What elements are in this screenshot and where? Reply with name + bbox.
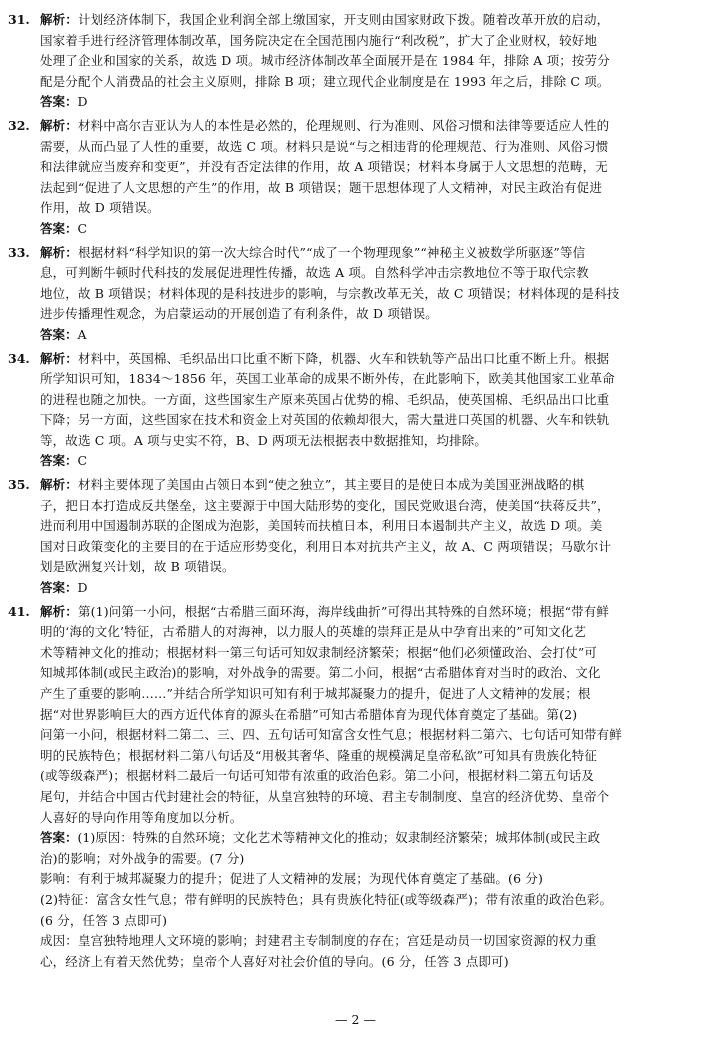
- analysis-line: 等，故选 C 项。A 项与史实不符，B、D 两项无法根据表中数据推知，均排除。: [40, 432, 488, 448]
- question-34: [8, 349, 689, 473]
- answer-label: 答案：: [40, 580, 78, 596]
- analysis-label: 解析：: [40, 12, 78, 27]
- question-number: 31.: [8, 12, 30, 27]
- analysis-line: 国对日政策变化的主要目的在于适应形势变化，利用日本对抗共产主义，故 A、C 两项错误；马歇尔计: [40, 538, 612, 554]
- answer-label: 答案：: [40, 830, 78, 846]
- analysis-line: 术等精神文化的推动；根据材料一第三句话可知奴隶制经济繁荣；根据“他们必须懂政治、会打仗”可: [40, 644, 598, 660]
- analysis-label: 解析：: [40, 477, 78, 493]
- analysis-line: 问第一小问，根据材料二第二、三、四、五句话可知富含女性气息；根据材料二第六、七句话可知带有鲜: [40, 727, 622, 743]
- analysis-line: 解析：材料中高尔吉亚认为人的本性是必然的，伦理规则、行为准则、风俗习惯和法律等要适应人性的: [40, 117, 610, 133]
- analysis-line: 产生了重要的影响……”并结合所学知识可知有利于城邦凝聚力的提升，促进了人文精神的发展；根: [40, 686, 591, 701]
- question-31: [8, 10, 689, 113]
- analysis-line: 子，把日本打造成反共堡垒，这主要源于中国大陆形势的变化，国民党败退台湾，使美国“扶蒋反共”，: [40, 497, 610, 513]
- answer-label: 答案：: [40, 326, 78, 342]
- answer-label: 答案：: [40, 94, 78, 110]
- question-33: [8, 243, 689, 346]
- analysis-line: 明的‘海的文化’特征，古希腊人的对海神，以力服人的英雄的崇拜正是从中孕育出来的”可知文化艺: [40, 624, 587, 640]
- answer-line: [40, 219, 689, 240]
- analysis-line: 明的民族特色；根据材料二第八句话及“用极其奢华、隆重的规模满足皇帝私欲”可知具有贵族化特征: [40, 747, 598, 763]
- question-32: [8, 116, 689, 240]
- answer-value: C: [77, 453, 88, 469]
- analysis-line: 下降；另一方面，这些国家在技术和资金上对英国的依赖却很大，需大量进口英国的机器、火车和铁轨: [40, 412, 610, 428]
- answer-line: (6 分，任答 3 点即可): [40, 912, 168, 928]
- analysis-line: 进而利用中国遏制苏联的企图成为泡影，美国转而扶植日本，利用日本遏制共产主义，故选 D 项。美: [40, 518, 603, 534]
- analysis-line: 知城邦体制(或民主政治)的影响，对外战争的需要。第二小问，根据“古希腊体育对当时的政治、文化: [40, 665, 601, 681]
- answer-line: 影响：有利于城邦凝聚力的提升；促进了人文精神的发展；为现代体育奠定了基础。(6 分): [40, 871, 543, 887]
- question-number: 35.: [8, 477, 30, 493]
- analysis-line: (或等级森严)；根据材料二最后一句话可知带有浓重的政治色彩。第二小问，根据材料二第五句话及: [40, 768, 595, 784]
- analysis-line: 地位，故 B 项错误；材料体现的是科技进步的影响，与宗教改革无关，故 C 项错误；材料体现的是科技: [40, 285, 620, 301]
- answer-line: [40, 578, 689, 599]
- analysis-line: 和法律就应当废弃和变更”，并没有否定法律的作用，故 A 项错误；材料本身属于人文思想的范畴，无: [40, 159, 608, 175]
- answer-label: 答案：: [40, 220, 78, 236]
- question-41: [8, 602, 689, 973]
- question-number: 34.: [8, 350, 30, 366]
- answer-line: 治)的影响；对外战争的需要。(7 分): [40, 850, 245, 866]
- analysis-line: 人喜好的导向作用等角度加以分析。: [40, 809, 243, 825]
- analysis-line: 法起到“促进了人文思想的产生”的作用，故 B 项错误；题干思想体现了人文精神，对民主政治有促进: [40, 179, 602, 195]
- analysis-line: 解析：根据材料“科学知识的第一次大综合时代”“成了一个物理现象”“神秘主义被数学所驱逐”等信: [40, 244, 586, 260]
- answer-value: D: [77, 94, 88, 110]
- analysis-line: 国家着手进行经济管理体制改革，国务院决定在全国范围内施行“利改税”，扩大了企业财权，较好地: [40, 32, 598, 48]
- analysis-line: 息，可判断牛顿时代科技的发展促进理性传播，故选 A 项。自然科学冲击宗教地位不等于取代宗教: [40, 265, 589, 281]
- answer-value: C: [77, 220, 88, 236]
- analysis-line: 所学知识可知，1834～1856 年，英国工业革命的成果不断外传，在此影响下，欧美其他国家工业革命: [40, 371, 615, 387]
- analysis-line: 作用，故 D 项错误。: [40, 200, 160, 216]
- answer-line: [40, 451, 689, 472]
- answer-label: 答案：: [40, 453, 78, 469]
- answer-line: 成因：皇宫独特地理人文环境的影响；封建君主专制制度的存在；宫廷是动员一切国家资源的权力重: [40, 933, 597, 949]
- analysis-line: 划是欧洲复兴计划，故 B 项错误。: [40, 559, 235, 575]
- analysis-line: 解析：材料主要体现了美国由占领日本到“使之独立”，其主要目的是使日本成为美国亚洲战略的棋: [40, 477, 585, 493]
- analysis-line: 进步传播理性观念，为启蒙运动的开展创造了有利条件，故 D 项错误。: [40, 306, 438, 322]
- page-number: — 2 —: [335, 1012, 376, 1027]
- analysis-line: 解析：材料中，英国棉、毛织品出口比重不断下降，机器、火车和铁轨等产品出口比重不断上升。根据: [40, 350, 610, 366]
- analysis-line: 解析：计划经济体制下，我国企业利润全部上缴国家，开支则由国家财政下拨。随着改革开放的启动，: [40, 12, 610, 27]
- analysis-label: 解析：: [40, 350, 78, 366]
- analysis-line: 尾句，并结合中国古代封建社会的特征，从皇宫独特的环境、君主专制制度、皇宫的经济优势、皇帝个: [40, 788, 610, 804]
- analysis-line: 配是分配个人消费品的社会主义原则，排除 B 项；建立现代企业制度是在 1993 年之后，排除 C 项。: [40, 73, 610, 89]
- answer-line: (2)特征：富含女性气息；带有鲜明的民族特色；具有贵族化特征(或等级森严)；带有浓重的政治色彩。: [40, 891, 613, 907]
- analysis-line: 处理了企业和国家的关系，故选 D 项。城市经济体制改革全面展开是在 1984 年，排除 A 项；按劳分: [40, 53, 610, 69]
- question-35: [8, 475, 689, 599]
- analysis-line: 据“对世界影响巨大的西方近代体育的源头在希腊”可知古希腊体育为现代体育奠定了基础。第(2): [40, 706, 578, 722]
- answer-line: 心，经济上有着天然优势；皇帝个人喜好对社会价值的导向。(6 分，任答 3 点即可): [40, 953, 509, 969]
- question-number: 33.: [8, 244, 30, 260]
- answer-line: [40, 325, 689, 346]
- answer-value: A: [77, 326, 87, 342]
- answer-line: [40, 92, 689, 113]
- answer-line: 答案：(1)原因：特殊的自然环境；文化艺术等精神文化的推动；奴隶制经济繁荣；城邦体制(或民主政: [40, 830, 601, 846]
- analysis-label: 解析：: [40, 244, 78, 260]
- analysis-line: 的进程也随之加快。一方面，这些国家生产原来英国占优势的棉、毛织品，使英国棉、毛织品出口比重: [40, 391, 610, 407]
- analysis-line: 需要，从而凸显了人性的重要，故选 C 项。材料只是说“与之相违背的伦理规范、行为准则、风俗习惯: [40, 138, 609, 154]
- analysis-line: 解析：第(1)问第一小问，根据“古希腊三面环海，海岸线曲折”可得出其特殊的自然环境；根据“带有鲜: [40, 603, 610, 619]
- analysis-label: 解析：: [40, 603, 78, 619]
- question-number: 32.: [8, 117, 30, 133]
- question-number: 41.: [8, 603, 30, 619]
- analysis-label: 解析：: [40, 117, 78, 133]
- answer-value: D: [77, 580, 88, 596]
